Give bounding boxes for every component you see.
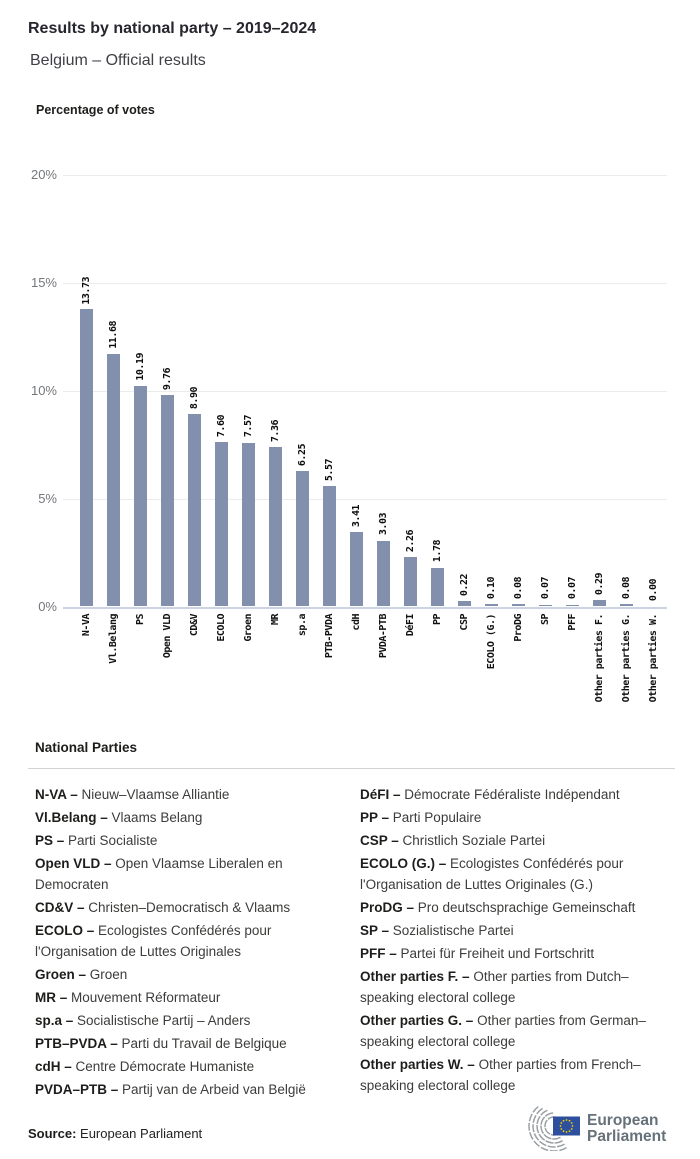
bar-column bbox=[289, 277, 316, 606]
bar-value-label: 7.60 bbox=[216, 414, 227, 437]
bar bbox=[458, 601, 471, 606]
legend-item bbox=[360, 920, 676, 941]
legend-item bbox=[360, 943, 676, 964]
bar-value-label: 11.68 bbox=[108, 321, 119, 349]
bar-column bbox=[235, 277, 262, 606]
x-axis-label: PS bbox=[135, 614, 146, 626]
legend-term: Other parties F. – bbox=[360, 969, 470, 984]
legend-item bbox=[360, 853, 676, 895]
legend-term: ECOLO – bbox=[35, 923, 95, 938]
x-axis-label: PP bbox=[432, 614, 443, 626]
bar-value-label: 7.36 bbox=[270, 419, 281, 443]
logo-word-parliament: Parliament bbox=[587, 1128, 667, 1145]
legend-item bbox=[35, 807, 343, 828]
legend-term: Vl.Belang – bbox=[35, 810, 108, 825]
legend-term: Other parties W. – bbox=[360, 1057, 475, 1072]
x-axis-label-cell bbox=[559, 614, 586, 631]
bar bbox=[107, 354, 120, 606]
bar-column bbox=[451, 277, 478, 606]
y-axis-tick-label: 0% bbox=[38, 599, 57, 614]
logo-wordmark bbox=[587, 1112, 666, 1145]
x-axis-label-cell bbox=[100, 614, 127, 664]
legend-term: PP – bbox=[360, 810, 390, 825]
x-axis-label-cell bbox=[505, 614, 532, 642]
x-axis-label-cell bbox=[586, 614, 613, 702]
legend-item bbox=[35, 1010, 343, 1031]
bar bbox=[431, 568, 444, 606]
bar-value-label: 0.00 bbox=[648, 578, 659, 601]
x-axis-label: PVDA-PTB bbox=[378, 614, 389, 659]
y-axis-tick-label: 10% bbox=[30, 383, 57, 398]
bar-column bbox=[478, 277, 505, 606]
bar-column bbox=[262, 277, 289, 606]
bar bbox=[350, 532, 363, 606]
bar bbox=[242, 443, 255, 607]
x-axis-label-cell bbox=[208, 614, 235, 642]
legend-description: Ecologistes Confédérés pour l'Organisation de Luttes Originales bbox=[35, 923, 272, 959]
european-parliament-logo bbox=[526, 1103, 678, 1151]
x-axis-label-cell bbox=[343, 614, 370, 631]
bar-column bbox=[586, 277, 613, 606]
bar-value-label: 1.78 bbox=[432, 540, 443, 563]
legend-description: Other parties from German–speaking electoral college bbox=[360, 1013, 646, 1049]
legend-item bbox=[360, 966, 676, 1008]
legend-description: Nieuw–Vlaamse Alliantie bbox=[81, 787, 230, 802]
bar-chart bbox=[30, 167, 667, 703]
source-label: Source: bbox=[28, 1126, 77, 1141]
x-axis-label-cell bbox=[613, 614, 640, 702]
bar-column bbox=[640, 277, 667, 606]
x-axis-label: ECOLO bbox=[216, 614, 227, 642]
legend-description: Ecologistes Confédérés pour l'Organisation de Luttes Originales (G.) bbox=[360, 856, 624, 892]
x-axis-label-cell bbox=[451, 614, 478, 631]
x-axis-label: Vl.Belang bbox=[108, 614, 119, 664]
legend-description: Mouvement Réformateur bbox=[71, 990, 221, 1005]
legend-description: Parti Socialiste bbox=[68, 833, 158, 848]
legend-column-right bbox=[360, 784, 676, 1098]
bar-value-label: 0.07 bbox=[567, 577, 578, 600]
y-axis-tick-label: 5% bbox=[38, 491, 57, 506]
bar-column bbox=[154, 277, 181, 606]
legend-description: Pro deutschsprachige Gemeinschaft bbox=[417, 900, 636, 915]
legend-description: Parti Populaire bbox=[392, 810, 482, 825]
legend-description: Christen–Democratisch & Vlaams bbox=[88, 900, 291, 915]
legend-term: PTB–PVDA – bbox=[35, 1036, 118, 1051]
x-axis-label: MR bbox=[270, 614, 281, 626]
legend-description: Partij van de Arbeid van België bbox=[122, 1082, 306, 1097]
gridline bbox=[63, 175, 667, 176]
legend-item bbox=[35, 1033, 343, 1054]
bar bbox=[566, 605, 579, 607]
x-axis-label: Other parties F. bbox=[594, 614, 605, 703]
bar-column bbox=[505, 277, 532, 606]
legend-heading: National Parties bbox=[35, 740, 138, 755]
legend-column-left bbox=[35, 784, 343, 1102]
x-axis-label-cell bbox=[154, 614, 181, 658]
x-axis-label: PTB-PVDA bbox=[324, 614, 335, 659]
x-axis-label-cell bbox=[289, 614, 316, 636]
x-axis-label: N-VA bbox=[81, 614, 92, 637]
x-axis-label-cell bbox=[262, 614, 289, 625]
bar-column bbox=[532, 277, 559, 606]
bar-value-label: 6.25 bbox=[297, 443, 308, 466]
legend-term: MR – bbox=[35, 990, 68, 1005]
bar bbox=[404, 557, 417, 606]
bar-column bbox=[73, 277, 100, 606]
x-axis-label: CD&V bbox=[189, 614, 200, 637]
source-value: European Parliament bbox=[80, 1126, 203, 1141]
bar bbox=[161, 395, 174, 606]
x-axis-label-cell bbox=[370, 614, 397, 658]
x-axis-label-cell bbox=[478, 614, 505, 669]
bar-value-label: 0.29 bbox=[594, 572, 605, 595]
legend-term: ECOLO (G.) – bbox=[360, 856, 447, 871]
bar-column bbox=[343, 277, 370, 606]
x-axis-label: sp.a bbox=[297, 614, 308, 637]
bar bbox=[269, 447, 282, 606]
x-axis-label-cell bbox=[127, 614, 154, 625]
bar bbox=[134, 386, 147, 606]
legend-description: Open Vlaamse Liberalen en Democraten bbox=[35, 856, 283, 892]
bar-value-label: 3.03 bbox=[378, 513, 389, 536]
bar-column bbox=[613, 277, 640, 606]
x-axis-label: ECOLO (G.) bbox=[486, 614, 497, 670]
legend-term: PS – bbox=[35, 833, 65, 848]
bar-column bbox=[127, 277, 154, 606]
legend-term: CSP – bbox=[360, 833, 399, 848]
x-axis-label: Other parties W. bbox=[648, 614, 659, 703]
bar-value-label: 9.76 bbox=[162, 368, 173, 391]
bar bbox=[512, 604, 525, 606]
bar-value-label: 0.08 bbox=[513, 577, 524, 600]
x-axis-label-cell bbox=[73, 614, 100, 636]
bar-value-label: 7.57 bbox=[243, 415, 254, 438]
y-axis-tick-label: 15% bbox=[30, 275, 57, 290]
x-axis-label-cell bbox=[397, 614, 424, 636]
bar-column bbox=[316, 277, 343, 606]
logo-word-european: European bbox=[587, 1112, 659, 1129]
x-axis-label: PFF bbox=[567, 614, 578, 631]
bar-value-label: 10.19 bbox=[135, 353, 146, 381]
y-axis-title: Percentage of votes bbox=[36, 103, 155, 117]
legend-term: PFF – bbox=[360, 946, 397, 961]
x-axis-label: Open VLD bbox=[162, 614, 173, 659]
legend-term: Other parties G. – bbox=[360, 1013, 474, 1028]
legend-item bbox=[360, 1010, 676, 1052]
bar-value-label: 0.10 bbox=[486, 576, 497, 599]
x-axis-label-cell bbox=[532, 614, 559, 625]
bar bbox=[593, 600, 606, 606]
x-axis-label: CSP bbox=[459, 614, 470, 631]
bar-column bbox=[370, 277, 397, 606]
bar-value-label: 3.41 bbox=[351, 505, 362, 528]
bar-value-label: 0.22 bbox=[459, 574, 470, 597]
legend-item bbox=[35, 1079, 343, 1100]
x-axis-label: Other parties G. bbox=[621, 614, 632, 703]
legend-item bbox=[35, 784, 343, 805]
legend-term: SP – bbox=[360, 923, 390, 938]
bar bbox=[80, 309, 93, 606]
legend-description: Christlich Soziale Partei bbox=[402, 833, 546, 848]
bar bbox=[539, 605, 552, 607]
legend-item bbox=[35, 897, 343, 918]
x-axis-label-cell bbox=[235, 614, 262, 642]
bar bbox=[323, 486, 336, 606]
legend-description: Other parties from French–speaking electoral college bbox=[360, 1057, 641, 1093]
bar-column bbox=[397, 277, 424, 606]
x-axis-label-cell bbox=[424, 614, 451, 625]
legend-term: sp.a – bbox=[35, 1013, 74, 1028]
x-axis-labels bbox=[63, 614, 667, 702]
x-axis-line bbox=[63, 607, 667, 609]
legend-item bbox=[35, 920, 343, 962]
legend-item bbox=[35, 830, 343, 851]
legend-description: Sozialistische Partei bbox=[392, 923, 514, 938]
bar-column bbox=[559, 277, 586, 606]
legend-term: cdH – bbox=[35, 1059, 72, 1074]
legend-item bbox=[35, 987, 343, 1008]
legend-term: Open VLD – bbox=[35, 856, 112, 871]
y-axis-tick-label: 20% bbox=[30, 167, 57, 182]
legend-description: Centre Démocrate Humaniste bbox=[75, 1059, 255, 1074]
legend-description: Groen bbox=[89, 967, 128, 982]
source-line bbox=[28, 1126, 202, 1141]
legend-item bbox=[35, 1056, 343, 1077]
legend-item bbox=[360, 830, 676, 851]
legend-term: N-VA – bbox=[35, 787, 78, 802]
bar-value-label: 5.57 bbox=[324, 458, 335, 481]
legend-term: ProDG – bbox=[360, 900, 415, 915]
legend-description: Other parties from Dutch–speaking electoral college bbox=[360, 969, 629, 1005]
legend-description: Vlaams Belang bbox=[111, 810, 203, 825]
bar-column bbox=[181, 277, 208, 606]
legend-item bbox=[360, 1054, 676, 1096]
legend-item bbox=[360, 784, 676, 805]
legend-description: Partei für Freiheit und Fortschritt bbox=[400, 946, 595, 961]
page-subtitle: Belgium – Official results bbox=[30, 52, 206, 69]
x-axis-label: cdH bbox=[351, 614, 362, 631]
bar-column bbox=[208, 277, 235, 606]
bar bbox=[188, 414, 201, 606]
bar-value-label: 0.08 bbox=[621, 577, 632, 600]
x-axis-label: Groen bbox=[243, 614, 254, 642]
bar-value-label: 0.07 bbox=[540, 577, 551, 600]
bar-column bbox=[424, 277, 451, 606]
legend-item bbox=[360, 897, 676, 918]
legend-term: Groen – bbox=[35, 967, 87, 982]
x-axis-label-cell bbox=[316, 614, 343, 658]
x-axis-label: ProDG bbox=[513, 614, 524, 642]
bar bbox=[215, 442, 228, 606]
legend-term: DéFI – bbox=[360, 787, 401, 802]
legend-term: CD&V – bbox=[35, 900, 85, 915]
x-axis-label: DéFI bbox=[405, 614, 416, 637]
bar bbox=[296, 471, 309, 606]
bar-value-label: 13.73 bbox=[81, 276, 92, 305]
bar-column bbox=[100, 277, 127, 606]
legend-term: PVDA–PTB – bbox=[35, 1082, 119, 1097]
legend-description: Socialistische Partij – Anders bbox=[77, 1013, 251, 1028]
bar bbox=[377, 541, 390, 606]
legend-divider bbox=[28, 768, 675, 769]
legend-description: Parti du Travail de Belgique bbox=[121, 1036, 287, 1051]
bar bbox=[620, 604, 633, 606]
bar-value-label: 8.90 bbox=[189, 386, 200, 409]
legend-item bbox=[35, 853, 343, 895]
legend-description: Démocrate Fédéraliste Indépendant bbox=[404, 787, 620, 802]
x-axis-label-cell bbox=[640, 614, 667, 702]
x-axis-label: SP bbox=[540, 614, 551, 626]
bar-value-label: 2.26 bbox=[405, 530, 416, 553]
x-axis-label-cell bbox=[181, 614, 208, 636]
legend-item bbox=[35, 964, 343, 985]
page-title: Results by national party – 2019–2024 bbox=[28, 20, 317, 37]
bar bbox=[485, 604, 498, 606]
bars-row bbox=[63, 277, 667, 606]
legend-item bbox=[360, 807, 676, 828]
